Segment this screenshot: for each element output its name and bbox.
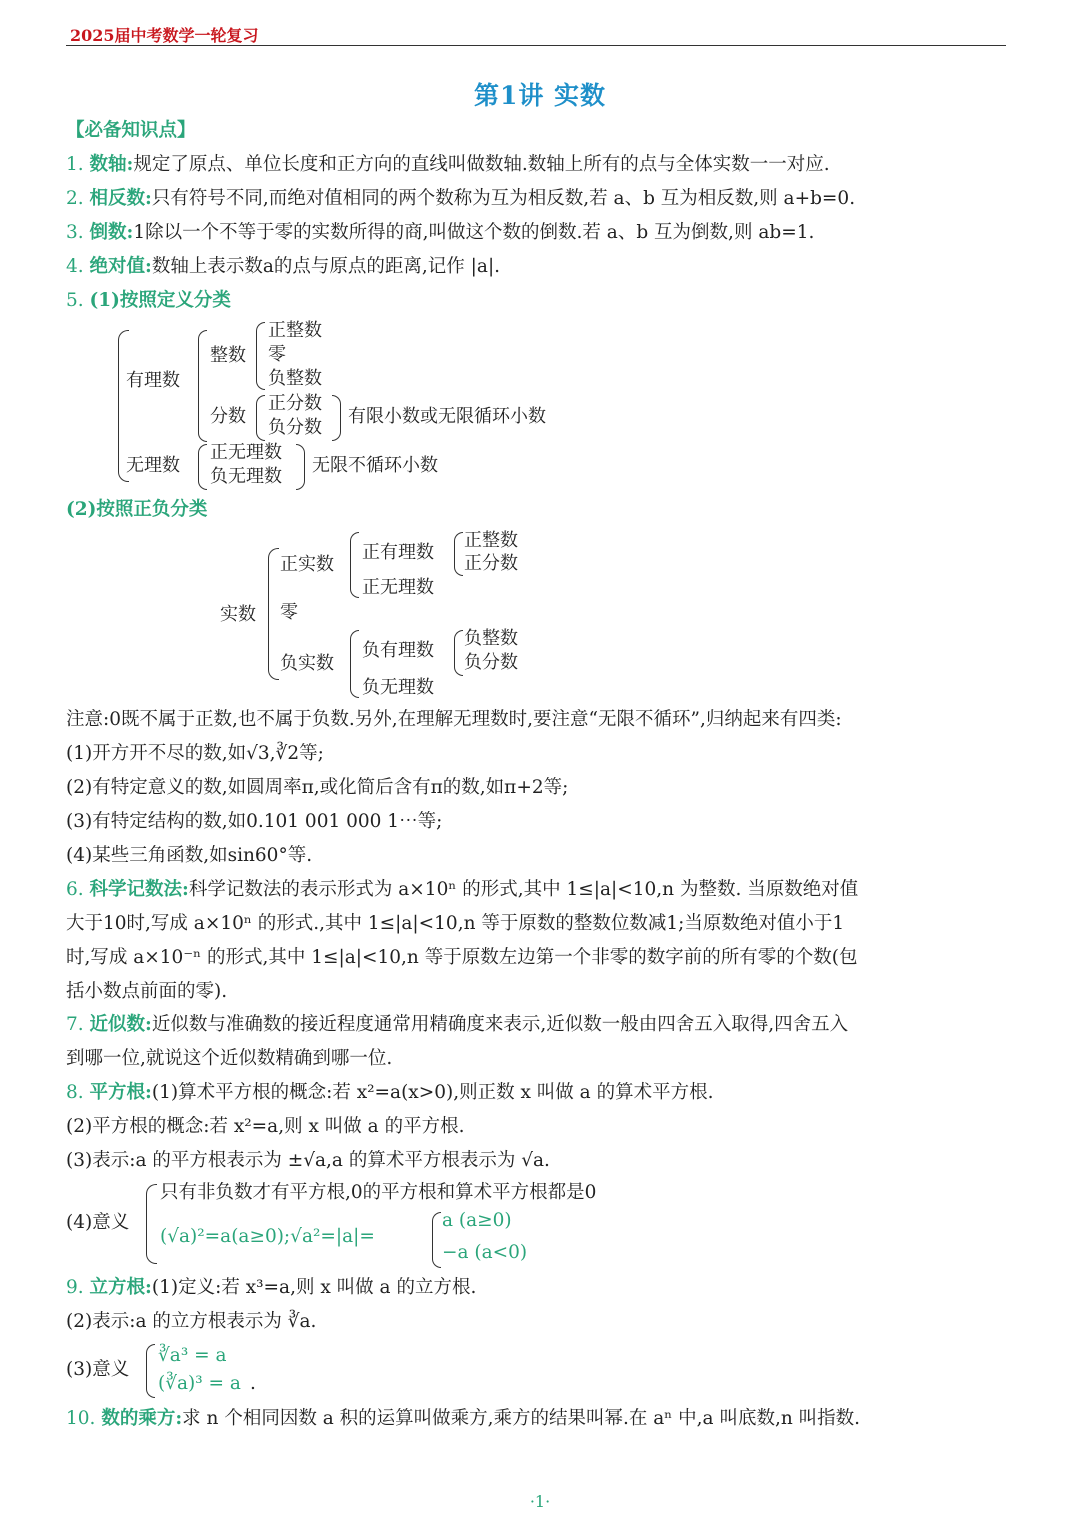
tree2-negreal: 负实数 [280,653,334,674]
item-6-term: 科学记数法: [89,879,189,900]
item-4 [66,255,500,279]
item-5 [66,289,231,313]
item-10 [66,1407,860,1431]
item-8-meaning-label: (4)意义 [66,1212,130,1233]
section-heading: 【必备知识点】 [66,120,196,141]
item-9-meaning-label: (3)意义 [66,1359,130,1380]
item-10-term: 数的乘方: [101,1408,183,1429]
brace-negrat [454,630,463,676]
tree1-irrational: 无理数 [126,455,180,476]
tree2-posreal: 正实数 [280,554,334,575]
brace-rational [198,330,207,442]
brace-posrat [454,532,463,576]
note: 注意:0既不属于正数,也不属于负数.另外,在理解无理数时,要注意“无限不循环”,归纳起来有四类: [66,709,842,730]
tree1-infinite: 无限不循环小数 [312,455,438,476]
note-3: (3)有特定结构的数,如0.101 001 000 1⋯等; [66,811,443,832]
tree1-negirr: 负无理数 [210,466,282,487]
item-2-num: 2. [66,188,84,209]
item-3-text: 1除以一个不等于零的实数所得的商,叫做这个数的倒数.若 a、b 互为倒数,则 ab=1. [133,222,815,243]
item-9-term: 立方根: [89,1277,152,1298]
item-1-term: 数轴: [89,154,134,175]
brace-negreal [350,630,359,698]
tree2-negirr: 负无理数 [362,677,434,698]
header-title: 2025届中考数学一轮复习 [70,26,259,45]
tree2-negint: 负整数 [464,628,518,649]
item-7-line-b: 到哪一位,就说这个近似数精确到哪一位. [66,1048,393,1069]
item-5-num: 5. [66,290,84,311]
item-6 [66,878,858,902]
item-10-text: 求 n 个相同因数 a 积的运算叫做乘方,乘方的结果叫幂.在 aⁿ 中,a 叫底数,n 叫指数. [182,1408,861,1429]
item-8-text: (1)算术平方根的概念:若 x²=a(x>0),则正数 x 叫做 a 的算术平方根. [151,1082,714,1103]
item-6-text-a: 科学记数法的表示形式为 a×10ⁿ 的形式,其中 1≤|a|<10,n 为整数. 当原数绝对值 [188,879,859,900]
tree1-integer: 整数 [210,345,246,366]
brace-irrational [198,444,207,490]
item-8-meaning-row1: 只有非负数才有平方根,0的平方根和算术平方根都是0 [160,1182,597,1203]
item-8-case-2: −a (a<0) [442,1242,528,1263]
page-title: 第1讲 实数 [473,81,607,110]
tree2-posirr: 正无理数 [362,577,434,598]
tree1-posfrac: 正分数 [268,393,322,414]
tree2-negfrac: 负分数 [464,652,518,673]
tree2-zero: 零 [280,602,298,623]
item-7 [66,1013,848,1037]
item-9-meaning-end: . [250,1373,256,1394]
tree2-negrat: 负有理数 [362,640,434,661]
item-3 [66,221,814,245]
brace-fraction-right [332,395,341,441]
item-2-term: 相反数: [89,188,152,209]
item-2-text: 只有符号不同,而绝对值相同的两个数称为互为相反数,若 a、b 互为相反数,则 a+b=0. [151,188,856,209]
tree1-posint: 正整数 [268,320,322,341]
item-8-sub2: (2)平方根的概念:若 x²=a,则 x 叫做 a 的平方根. [66,1116,465,1137]
note-2: (2)有特定意义的数,如圆周率π,或化简后含有π的数,如π+2等; [66,777,569,798]
tree1-finite: 有限小数或无限循环小数 [348,406,546,427]
item-9-text: (1)定义:若 x³=a,则 x 叫做 a 的立方根. [151,1277,477,1298]
brace-abs-cases [432,1212,441,1268]
brace-posreal [350,532,359,598]
item-8-sub3: (3)表示:a 的平方根表示为 ±√a,a 的算术平方根表示为 √a. [66,1150,550,1171]
item-7-num: 7. [66,1014,84,1035]
brace-fraction [256,395,265,441]
item-9-num: 9. [66,1277,84,1298]
item-1-num: 1. [66,154,84,175]
item-3-num: 3. [66,222,84,243]
item-9-meaning-row1: ∛a³ = a [158,1345,227,1366]
tree2-real: 实数 [220,604,256,625]
item-5-sub2: (2)按照正负分类 [66,499,208,520]
item-9 [66,1276,476,1300]
item-4-num: 4. [66,256,84,277]
item-6-line-b: 大于10时,写成 a×10ⁿ 的形式.,其中 1≤|a|<10,n 等于原数的整数位数减1;当原数绝对值小于1 [66,913,845,934]
brace-real-2 [268,548,279,680]
item-5-head: (1)按照定义分类 [89,290,231,311]
page-number: ·1· [529,1492,551,1511]
tree1-negint: 负整数 [268,368,322,389]
header-rule [66,45,1006,46]
item-4-term: 绝对值: [89,256,152,277]
item-8-num: 8. [66,1082,84,1103]
tree1-zero: 零 [268,344,286,365]
tree2-posfrac: 正分数 [464,553,518,574]
brace-irrational-right [296,444,305,490]
item-6-line-c: 时,写成 a×10⁻ⁿ 的形式,其中 1≤|a|<10,n 等于原数左边第一个非零的数字前的所有零的个数(包 [66,947,858,968]
item-8 [66,1081,713,1105]
item-1-text: 规定了原点、单位长度和正方向的直线叫做数轴.数轴上所有的点与全体实数一一对应. [133,154,830,175]
tree1-negfrac: 负分数 [268,417,322,438]
item-9-sub2: (2)表示:a 的立方根表示为 ∛a. [66,1311,317,1332]
item-6-line-d: 括小数点前面的零). [66,981,228,1002]
item-1 [66,153,830,177]
brace-cube-meaning [146,1344,155,1398]
brace-integer [256,322,265,390]
tree2-posrat: 正有理数 [362,542,434,563]
item-3-term: 倒数: [89,222,134,243]
tree1-rational: 有理数 [126,370,180,391]
item-6-num: 6. [66,879,84,900]
tree2-posint: 正整数 [464,530,518,551]
tree1-fraction: 分数 [210,406,246,427]
item-7-term: 近似数: [89,1014,152,1035]
tree1-posirr: 正无理数 [210,442,282,463]
item-8-term: 平方根: [89,1082,152,1103]
item-10-num: 10. [66,1408,96,1429]
note-4: (4)某些三角函数,如sin60°等. [66,845,313,866]
item-7-text-a: 近似数与准确数的接近程度通常用精确度来表示,近似数一般由四舍五入取得,四舍五入 [151,1014,849,1035]
item-4-text: 数轴上表示数a的点与原点的距离,记作 |a|. [151,256,501,277]
item-2 [66,187,855,211]
item-9-meaning-row2: (∛a)³ = a [158,1373,241,1394]
item-8-meaning-row2: (√a)²=a(a≥0);√a²=|a|= [160,1226,375,1247]
item-8-case-1: a (a≥0) [442,1210,512,1231]
note-1: (1)开方开不尽的数,如√3,∛2等; [66,743,324,764]
brace-sqrt-meaning [146,1184,157,1264]
